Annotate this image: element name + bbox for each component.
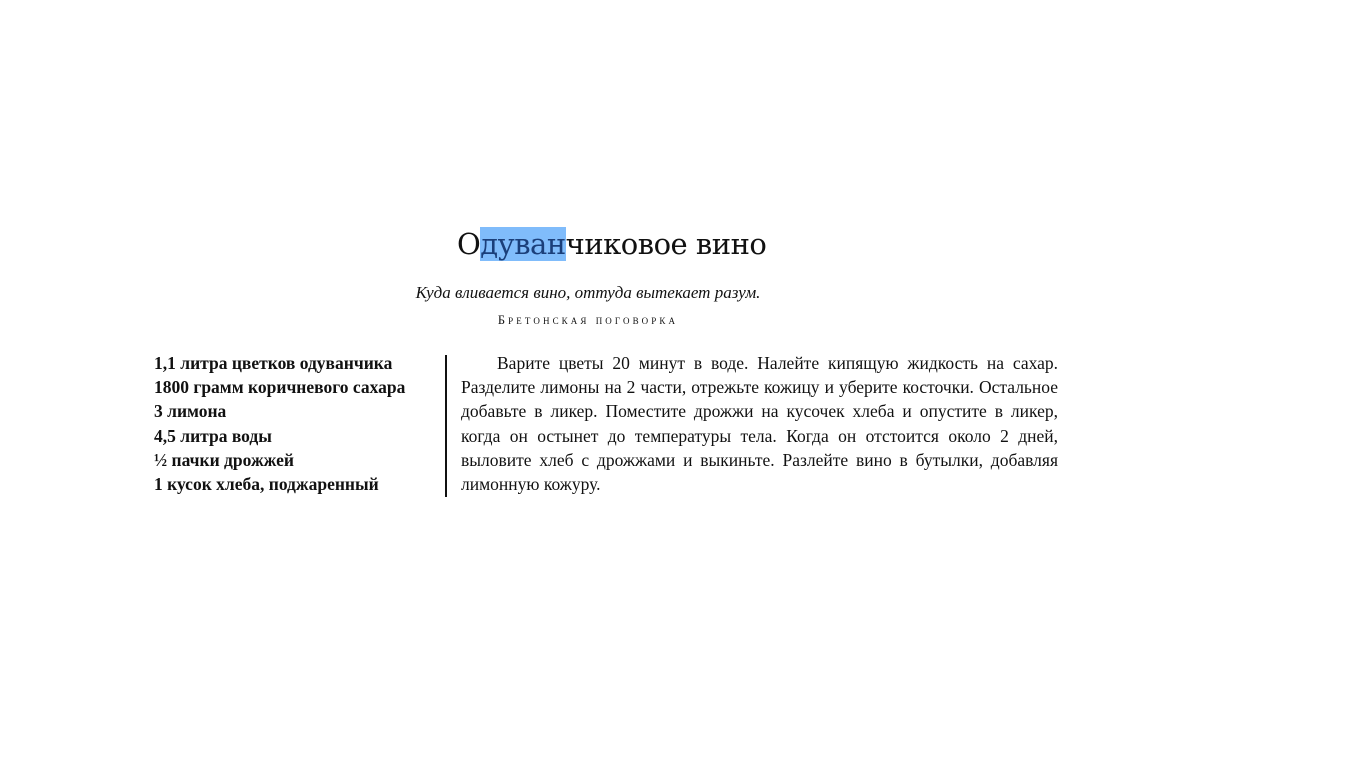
ingredient-item[interactable]: 1,1 литра цветков одуванчика: [154, 353, 393, 373]
column-divider: [445, 355, 447, 497]
ingredient-item[interactable]: 1 кусок хлеба, поджаренный: [154, 474, 379, 495]
title-text-end[interactable]: чиковое вино: [565, 227, 767, 261]
ingredient-item[interactable]: 3 лимона: [154, 401, 227, 422]
title-selected-text[interactable]: дуван: [480, 227, 566, 261]
ingredient-item[interactable]: 1800 грамм коричневого сахара: [154, 377, 406, 398]
epigraph-attribution[interactable]: Бретонская поговорка: [497, 313, 679, 327]
ingredients-list: [154, 351, 439, 496]
ingredient-item[interactable]: 4,5 литра воды: [154, 425, 272, 446]
instructions-paragraph[interactable]: Варите цветы 20 минут в воде. Налейте кипящую жидкость на сахар. Разделите лимоны на 2 части, отрежьте кожицу и уберите косточки. Остальное добавьте в ликер. Поместите дрожжи на кусочек хлеба и опустите в ликер, когда он остынет до температуры тела. Когда он отстоится около 2 дней, выловите хлеб с дрожжами и выкиньте. Разлейте вино в бутылки, добавляя лимонную кожуру.: [461, 353, 1058, 495]
ingredient-item[interactable]: ½ пачки дрожжей: [154, 449, 294, 470]
title-text-start[interactable]: О: [457, 227, 481, 261]
epigraph-quote[interactable]: Куда вливается вино, оттуда вытекает разум.: [415, 283, 761, 302]
recipe-title[interactable]: [457, 224, 767, 266]
